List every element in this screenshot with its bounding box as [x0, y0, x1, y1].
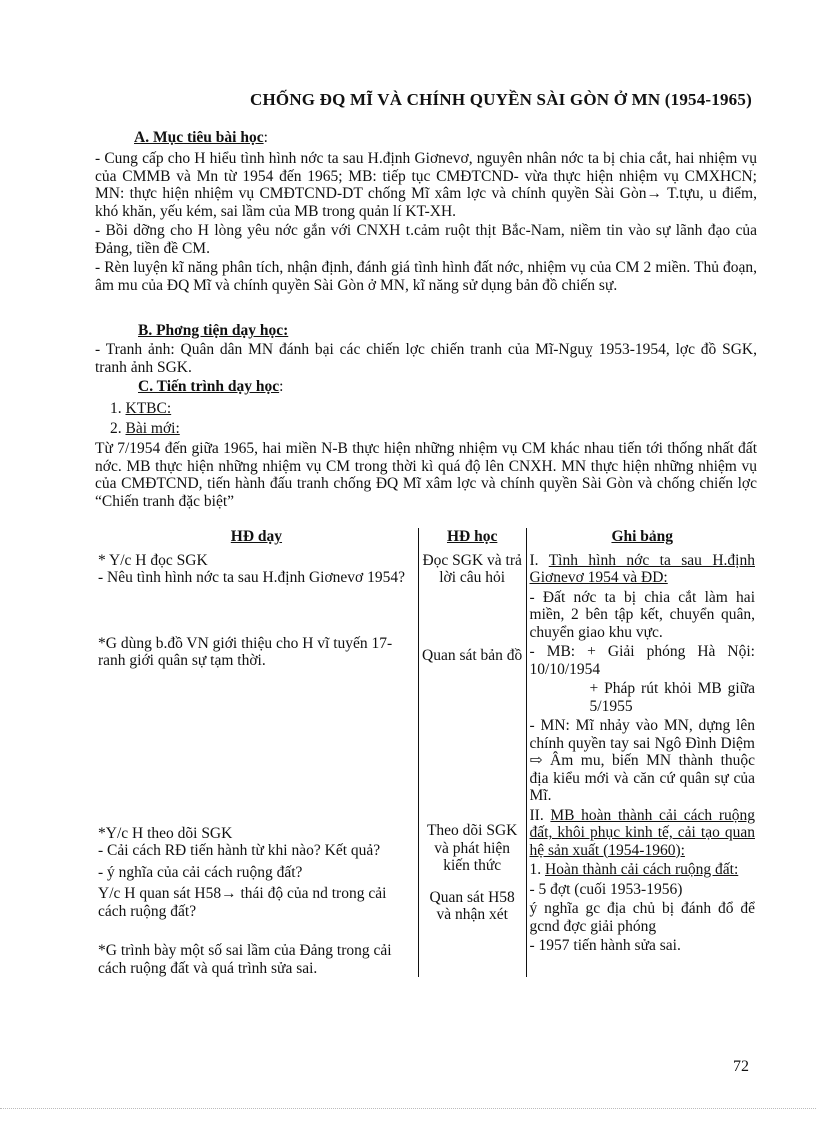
section-c-heading-row: C. Tiến trình dạy học: — [138, 378, 284, 395]
list-item: - Nêu tình hình nớc ta sau H.định Giơnevơ 1954? — [98, 569, 405, 586]
list-item: Đọc SGK và trả lời câu hỏi — [422, 551, 522, 586]
list-item: *Y/c H theo dõi SGK — [98, 824, 233, 842]
objective-knowledge: - Cung cấp cho H hiểu tình hình nớc ta sau H.định Giơnevơ, nguyên nhân nớc ta bị chia cắt, hai nhiệm vụ của CMMB và Mn từ 1954 đến 1965; MB: tiếp tục CMĐTCND- vừa thực hiện nhiệm vụ CMXHCN; MN: thực hiện nhiệm vụ CMĐTCND-DT chống Mĩ xâm lợc và chính quyền Sài Gòn→ T.tựu, u điểm, khó khăn, yếu kém, sai lầm của MB trong quản lí KT-XH. — [95, 150, 757, 220]
note-rounds: - 5 đợt (cuối 1953-1956) — [529, 880, 683, 898]
list-item-bai-moi: 2. Bài mới: — [110, 420, 180, 437]
note-mn: - MN: Mĩ nhảy vào MN, dựng lên chính quyền tay sai Ngô Đình Diệm ⇨ Âm mu, biến MN thành thuộc địa kiểu mới và căn cứ quân sự của Mĩ. — [529, 717, 755, 804]
header-teacher: HĐ dạy — [230, 528, 283, 545]
page-title: CHỐNG ĐQ MĨ VÀ CHÍNH QUYỀN SÀI GÒN Ở MN (1954-1965) — [250, 90, 752, 109]
list-item: - ý nghĩa của cải cách ruộng đất? — [98, 863, 303, 881]
note-partition: - Đất nớc ta bị chia cắt làm hai miền, 2 bên tập kết, chuyển quân, chuyển giao khu vực. — [529, 588, 755, 641]
subsection-1-title: 1. Hoàn thành cải cách ruộng đất: — [529, 861, 739, 878]
list-item-ktbc: 1. KTBC: — [110, 400, 172, 417]
list-item: *G dùng b.đồ VN giới thiệu cho H vĩ tuyến 17- ranh giới quân sự tạm thời. — [98, 634, 393, 669]
section-c-heading: C. Tiến trình dạy học — [138, 378, 280, 395]
list-item: Quan sát bản đồ — [422, 646, 523, 664]
section-a-heading: A. Mục tiêu bài học — [134, 129, 264, 146]
lesson-table — [95, 528, 758, 977]
teacher-activities — [95, 552, 418, 978]
lesson-intro: Từ 7/1954 đến giữa 1965, hai miền N-B thực hiện những nhiệm vụ CM khác nhau tiến tới thống nhất đất nớc. MB thực hiện những nhiệm vụ CM trong thời kì quá độ lên CNXH. MN thực hiện những nhiệm vụ của CMĐTCND, tiến hành đấu tranh chống ĐQ Mĩ xâm lợc và chính quyền Sài Gòn và chống chiến lợc “Chiến tranh đặc biệt” — [95, 440, 757, 510]
note-meaning: ý nghĩa gc địa chủ bị đánh đổ để gcnd đợc giải phóng — [529, 900, 755, 935]
list-item: Y/c H quan sát H58→ thái độ của nd trong cải cách ruộng đất? — [98, 885, 387, 920]
section-b-body: - Tranh ảnh: Quân dân MN đánh bại các chiến lợc chiến tranh của Mĩ-Nguỵ 1953-1954, lợc đồ SGK, tranh ảnh SGK. — [95, 341, 757, 376]
note-correction: - 1957 tiến hành sửa sai. — [529, 937, 681, 954]
list-item: * Y/c H đọc SGK — [98, 551, 208, 569]
section-a-heading-row: A. Mục tiêu bài học: — [134, 129, 268, 146]
list-item: - Cải cách RĐ tiến hành từ khi nào? Kết quả? — [98, 842, 381, 859]
list-item: *G trình bày một số sai lầm của Đảng trong cải cách ruộng đất và quá trình sửa sai. — [98, 942, 392, 977]
note-mb-france: + Pháp rút khỏi MB giữa 5/1955 — [589, 680, 755, 715]
page-bottom-divider — [0, 1108, 816, 1109]
section-b-heading: B. Phơng tiện dạy học: — [138, 322, 289, 339]
table-row — [95, 552, 758, 978]
list-item: Theo dõi SGK và phát hiện kiến thức — [426, 822, 518, 874]
header-board: Ghi bảng — [526, 528, 758, 552]
note-mb-hanoi: - MB: + Giải phóng Hà Nội: 10/10/1954 — [529, 643, 755, 678]
section-2-title: II. MB hoàn thành cải cách ruộng đất, khôi phục kinh tế, cải tạo quan hệ sản xuất (1954-1960): — [529, 806, 756, 859]
section-a-body — [95, 150, 757, 296]
board-notes — [526, 552, 758, 978]
student-activities — [418, 552, 526, 978]
list-item: Quan sát H58 và nhận xét — [429, 888, 515, 923]
table-header-row — [95, 528, 758, 552]
section-1-title: I. Tình hình nớc ta sau H.định Giơnevơ 1954 và ĐD: — [529, 551, 755, 586]
header-student: HĐ học — [418, 528, 526, 552]
page-number: 72 — [733, 1058, 749, 1075]
objective-attitude: - Bồi dỡng cho H lòng yêu nớc gắn với CNXH t.cảm ruột thịt Bắc-Nam, niềm tin vào sự lãnh đạo của Đảng, tiền đề CM. — [95, 222, 757, 257]
objective-skills: - Rèn luyện kĩ năng phân tích, nhận định, đánh giá tình hình đất nớc, nhiệm vụ của CM 2 miền. Thủ đoạn, âm mu của ĐQ Mĩ và chính quyền Sài Gòn ở MN, kĩ năng sử dụng bản đồ chiến sự. — [95, 259, 757, 294]
